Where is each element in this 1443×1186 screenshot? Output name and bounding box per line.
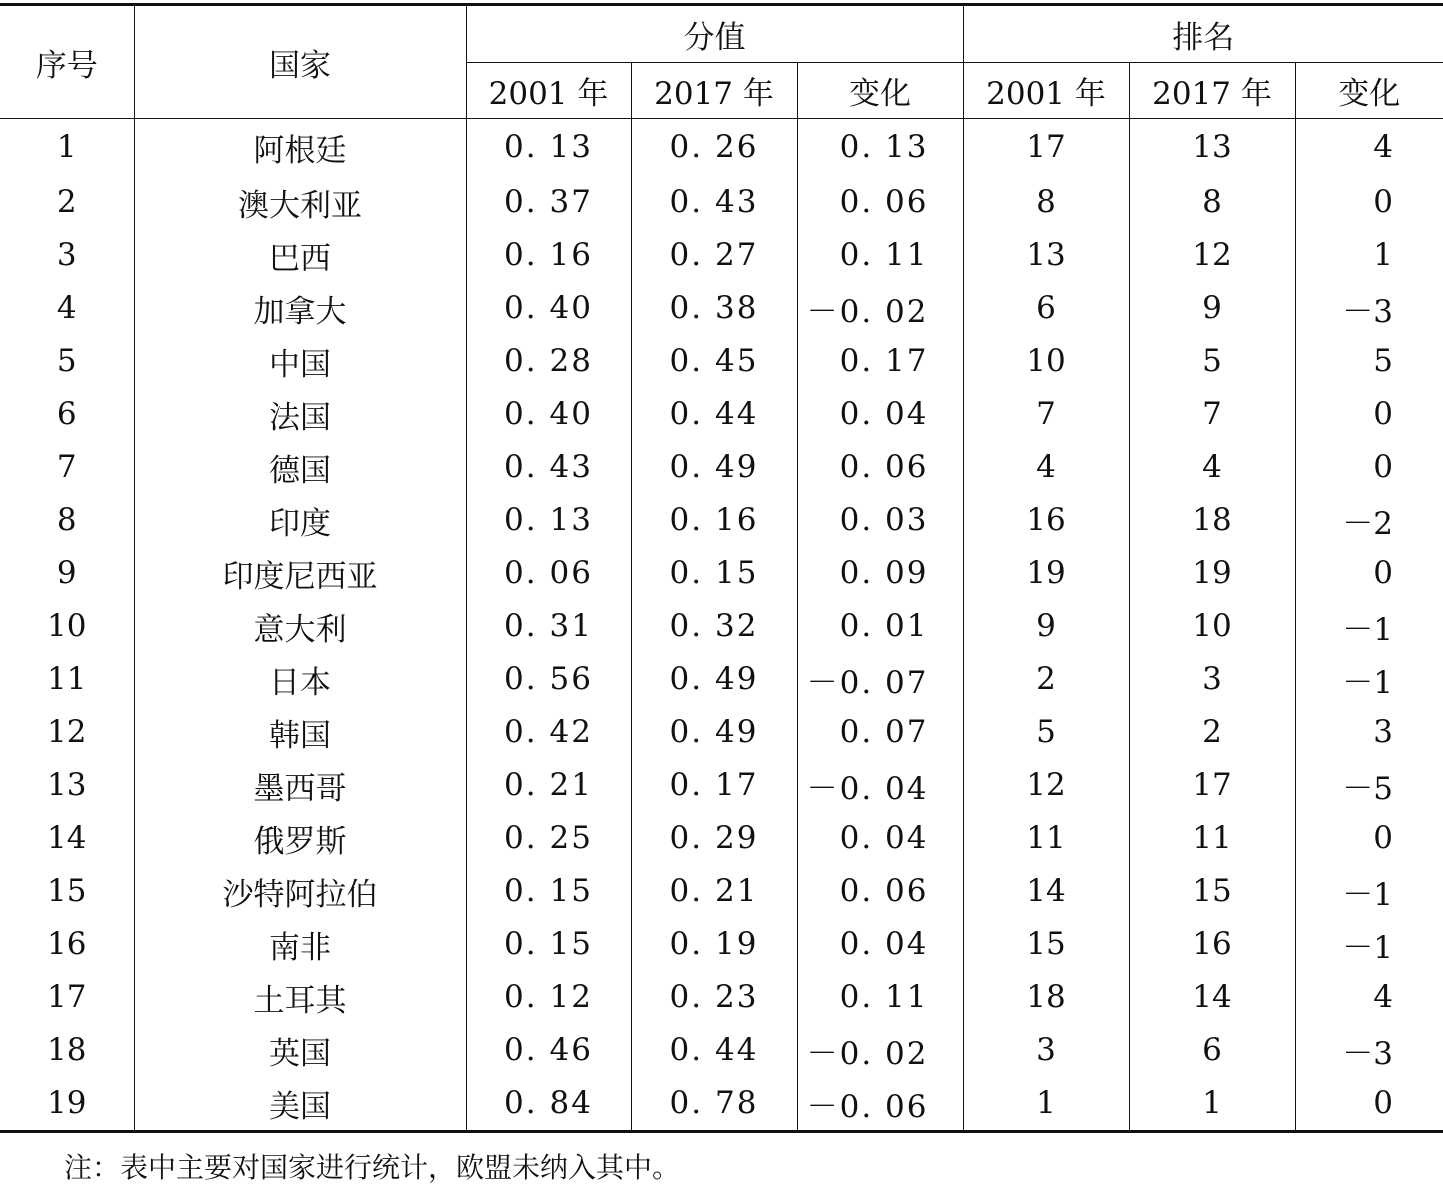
cell-index: 9	[56, 555, 77, 591]
header-rank-2001: 2001 年	[963, 63, 1129, 119]
cell-score-2001: 0. 16	[466, 229, 631, 282]
cell-rank-2017: 12	[1129, 229, 1295, 282]
cell-score-2017: 0. 45	[631, 335, 797, 388]
cell-index: 11	[47, 661, 87, 697]
cell-rank-2017: 4	[1129, 441, 1295, 494]
cell-score-change: 0. 13	[797, 119, 963, 176]
cell-score-2017: 0. 38	[631, 282, 797, 335]
table-row	[0, 441, 1443, 494]
cell-rank-2001: 10	[963, 335, 1129, 388]
cell-index: 14	[47, 820, 87, 856]
cell-score-2017: 0. 49	[631, 441, 797, 494]
cell-rank-2001: 2	[963, 653, 1129, 706]
cell-score-2017: 0. 44	[631, 388, 797, 441]
cell-score-2001: 0. 42	[466, 706, 631, 759]
cell-index: 16	[47, 926, 87, 962]
cell-rank-2017: 3	[1129, 653, 1295, 706]
table-row	[0, 388, 1443, 441]
table-row	[0, 282, 1443, 335]
cell-score-2017: 0. 44	[631, 1024, 797, 1077]
cell-rank-2001: 18	[963, 971, 1129, 1024]
cell-score-2001: 0. 21	[466, 759, 631, 812]
cell-score-2017: 0. 19	[631, 918, 797, 971]
cell-rank-change: 1	[1295, 229, 1443, 282]
cell-score-2001: 0. 06	[466, 547, 631, 600]
cell-index: 19	[0, 1077, 134, 1132]
cell-rank-2001: 6	[963, 282, 1129, 335]
cell-index: 1	[56, 129, 77, 166]
cell-score-2001: 0. 13	[466, 119, 631, 176]
table-note: 注：表中主要对国家进行统计，欧盟未纳入其中。	[64, 1151, 681, 1184]
cell-score-2001: 0. 31	[466, 600, 631, 653]
cell-country: 墨西哥	[134, 759, 466, 812]
cell-rank-change: －1	[1295, 918, 1443, 971]
cell-score-change: 0. 17	[797, 335, 963, 388]
cell-score-2001: 0. 13	[466, 494, 631, 547]
cell-score-change: 0. 11	[797, 229, 963, 282]
table-row	[0, 812, 1443, 865]
cell-score-2001: 0. 12	[466, 971, 631, 1024]
cell-rank-change: －2	[1295, 494, 1443, 547]
cell-rank-2001: 3	[963, 1024, 1129, 1077]
cell-rank-2001: 9	[963, 600, 1129, 653]
cell-score-2001: 0. 15	[466, 865, 631, 918]
cell-rank-change: －3	[1295, 1024, 1443, 1077]
header-score-group: 分值	[466, 5, 963, 63]
cell-rank-change: －3	[1295, 282, 1443, 335]
cell-rank-2017: 9	[1129, 282, 1295, 335]
cell-rank-2001: 11	[963, 812, 1129, 865]
header-index: 序号	[0, 5, 134, 119]
cell-rank-2001: 13	[963, 229, 1129, 282]
table-row	[0, 176, 1443, 229]
table-row	[0, 1024, 1443, 1077]
cell-country: 中国	[134, 335, 466, 388]
cell-index: 18	[47, 1032, 87, 1068]
cell-score-2017: 0. 32	[631, 600, 797, 653]
cell-rank-2017: 10	[1129, 600, 1295, 653]
cell-rank-2017: 1	[1129, 1077, 1295, 1132]
cell-score-2001: 0. 40	[466, 282, 631, 335]
cell-score-2017: 0. 27	[631, 229, 797, 282]
cell-score-2017: 0. 26	[631, 119, 797, 176]
cell-score-2001: 0. 15	[466, 918, 631, 971]
cell-index: 13	[47, 767, 87, 803]
cell-score-change: 0. 06	[797, 441, 963, 494]
cell-score-change: －0. 06	[797, 1077, 963, 1132]
cell-country: 沙特阿拉伯	[134, 865, 466, 918]
cell-rank-change: 3	[1295, 706, 1443, 759]
cell-index: 7	[56, 449, 77, 485]
cell-rank-2017: 19	[1129, 547, 1295, 600]
cell-rank-2001: 8	[963, 176, 1129, 229]
cell-rank-change: 0	[1295, 441, 1443, 494]
cell-score-2001: 0. 84	[466, 1077, 631, 1132]
cell-rank-2001: 4	[963, 441, 1129, 494]
cell-score-2017: 0. 17	[631, 759, 797, 812]
cell-score-change: 0. 04	[797, 812, 963, 865]
header-country: 国家	[134, 5, 466, 119]
cell-rank-2001: 17	[963, 119, 1129, 176]
cell-country: 印度	[134, 494, 466, 547]
cell-country: 南非	[134, 918, 466, 971]
cell-score-change: 0. 11	[797, 971, 963, 1024]
cell-rank-2001: 16	[963, 494, 1129, 547]
cell-index: 4	[56, 290, 77, 326]
cell-rank-change: 0	[1295, 176, 1443, 229]
header-rank-group: 排名	[963, 5, 1443, 63]
cell-country: 巴西	[134, 229, 466, 282]
cell-score-2001: 0. 37	[466, 176, 631, 229]
cell-index: 8	[56, 502, 77, 538]
cell-country: 印度尼西亚	[134, 547, 466, 600]
table-row	[0, 759, 1443, 812]
header-score-2017: 2017 年	[631, 63, 797, 119]
cell-rank-2017: 15	[1129, 865, 1295, 918]
cell-rank-2001: 12	[963, 759, 1129, 812]
table-row	[0, 335, 1443, 388]
cell-score-2001: 0. 43	[466, 441, 631, 494]
cell-rank-2001: 7	[963, 388, 1129, 441]
cell-country: 俄罗斯	[134, 812, 466, 865]
data-table	[0, 3, 1443, 1133]
cell-score-2001: 0. 56	[466, 653, 631, 706]
table-body	[0, 119, 1443, 1132]
table-row	[0, 119, 1443, 176]
cell-rank-change: －1	[1295, 600, 1443, 653]
cell-score-2017: 0. 49	[631, 653, 797, 706]
header-rank-change: 变化	[1295, 63, 1443, 119]
table-row	[0, 865, 1443, 918]
table-header	[0, 5, 1443, 119]
cell-score-change: 0. 01	[797, 600, 963, 653]
table-row	[0, 1077, 1443, 1132]
cell-rank-2001: 14	[963, 865, 1129, 918]
cell-score-2017: 0. 49	[631, 706, 797, 759]
cell-rank-change: 0	[1295, 1077, 1443, 1132]
table-row	[0, 706, 1443, 759]
cell-index: 2	[56, 184, 77, 220]
cell-rank-2017: 14	[1129, 971, 1295, 1024]
cell-rank-change: 0	[1295, 388, 1443, 441]
cell-rank-change: －1	[1295, 653, 1443, 706]
header-row-top	[0, 5, 1443, 63]
cell-score-change: －0. 02	[797, 1024, 963, 1077]
cell-country: 意大利	[134, 600, 466, 653]
cell-score-change: 0. 06	[797, 176, 963, 229]
cell-rank-2001: 15	[963, 918, 1129, 971]
cell-score-change: 0. 09	[797, 547, 963, 600]
cell-country: 阿根廷	[134, 119, 466, 176]
cell-index: 5	[56, 343, 77, 379]
cell-country: 土耳其	[134, 971, 466, 1024]
cell-rank-change: －1	[1295, 865, 1443, 918]
cell-country: 韩国	[134, 706, 466, 759]
cell-score-2017: 0. 23	[631, 971, 797, 1024]
cell-rank-2001: 1	[963, 1077, 1129, 1132]
cell-country: 日本	[134, 653, 466, 706]
header-score-change: 变化	[797, 63, 963, 119]
cell-rank-2017: 2	[1129, 706, 1295, 759]
cell-score-change: 0. 06	[797, 865, 963, 918]
cell-score-change: 0. 04	[797, 388, 963, 441]
cell-score-2001: 0. 46	[466, 1024, 631, 1077]
cell-score-2017: 0. 16	[631, 494, 797, 547]
cell-rank-2001: 5	[963, 706, 1129, 759]
cell-rank-change: 4	[1295, 971, 1443, 1024]
cell-index: 17	[47, 979, 87, 1015]
cell-score-change: 0. 07	[797, 706, 963, 759]
cell-rank-change: 4	[1295, 119, 1443, 176]
cell-score-change: 0. 03	[797, 494, 963, 547]
cell-score-2017: 0. 29	[631, 812, 797, 865]
cell-country: 加拿大	[134, 282, 466, 335]
table-row	[0, 653, 1443, 706]
table-row	[0, 547, 1443, 600]
cell-score-2001: 0. 40	[466, 388, 631, 441]
cell-rank-2017: 5	[1129, 335, 1295, 388]
cell-index: 6	[56, 396, 77, 432]
table-row	[0, 494, 1443, 547]
table-row	[0, 971, 1443, 1024]
cell-rank-change: 5	[1295, 335, 1443, 388]
cell-score-change: －0. 04	[797, 759, 963, 812]
cell-rank-2017: 18	[1129, 494, 1295, 547]
cell-score-2017: 0. 78	[631, 1077, 797, 1132]
data-table-container	[0, 3, 1443, 1133]
cell-country: 澳大利亚	[134, 176, 466, 229]
cell-index: 12	[47, 714, 87, 750]
cell-rank-2017: 8	[1129, 176, 1295, 229]
cell-rank-2017: 17	[1129, 759, 1295, 812]
cell-rank-2017: 7	[1129, 388, 1295, 441]
cell-score-2001: 0. 28	[466, 335, 631, 388]
cell-index: 10	[47, 608, 87, 644]
cell-rank-2017: 13	[1129, 119, 1295, 176]
cell-rank-2017: 6	[1129, 1024, 1295, 1077]
cell-score-change: －0. 02	[797, 282, 963, 335]
table-row	[0, 229, 1443, 282]
cell-country: 英国	[134, 1024, 466, 1077]
cell-rank-change: 0	[1295, 812, 1443, 865]
cell-index: 15	[47, 873, 87, 909]
cell-rank-2001: 19	[963, 547, 1129, 600]
header-rank-2017: 2017 年	[1129, 63, 1295, 119]
cell-country: 法国	[134, 388, 466, 441]
header-score-2001: 2001 年	[466, 63, 631, 119]
table-row	[0, 918, 1443, 971]
cell-rank-2017: 16	[1129, 918, 1295, 971]
cell-rank-2017: 11	[1129, 812, 1295, 865]
cell-country: 美国	[134, 1077, 466, 1132]
cell-country: 德国	[134, 441, 466, 494]
table-row	[0, 600, 1443, 653]
cell-rank-change: －5	[1295, 759, 1443, 812]
cell-score-2017: 0. 15	[631, 547, 797, 600]
cell-score-change: －0. 07	[797, 653, 963, 706]
cell-score-2017: 0. 21	[631, 865, 797, 918]
cell-index: 3	[56, 237, 77, 273]
cell-score-2001: 0. 25	[466, 812, 631, 865]
cell-score-2017: 0. 43	[631, 176, 797, 229]
cell-score-change: 0. 04	[797, 918, 963, 971]
cell-rank-change: 0	[1295, 547, 1443, 600]
